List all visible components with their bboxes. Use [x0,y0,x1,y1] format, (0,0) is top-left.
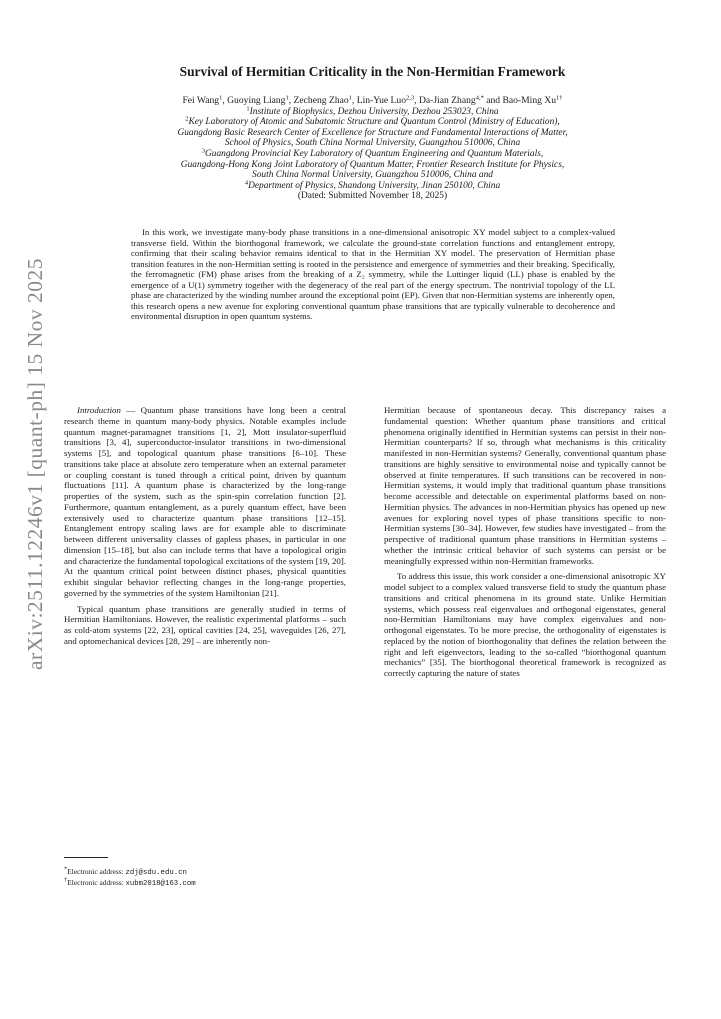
paper-title: Survival of Hermitian Criticality in the Non-Hermitian Framework [179,64,566,79]
left-column [64,405,346,647]
affiliation-line: School of Physics, South China Normal University, Guangzhou 510006, China [224,138,521,149]
section-heading-introduction: Introduction [77,405,121,415]
affiliation [80,149,665,160]
introduction-paragraph [64,405,346,599]
body-paragraph: Hermitian because of spontaneous decay. This discrepancy raises a fundamental question: Whether quantum phase transitions and critical phenomena originally identified in Hermitian systems can persist in their non-Hermitian counterparts? If so, through what mechanisms is this criticality manifested in non-Hermitian systems? Generally, conventional quantum phase transitions are highly sensitive to environmental noise and typically cannot be observed at finite temperatures. If such transitions can be recovered in non-Hermitian systems, it would imply that traditional quantum phase transitions become accessible and detectable on experimental platforms based on non-Hermitian physics. The advances in non-Hermitian physics has opened up new avenues for exploring novel types of phase transitions specific to non-Hermitian systems [30–34]. However, few studies have investigated – from the perspective of traditional quantum phase transitions in Hermitian systems – whether the intrinsic critical behavior of such systems can persist or be meaningfully expressed within non-Hermitian frameworks. [384,405,666,566]
affiliation-line: South China Normal University, Guangzhou 510006, China and [252,170,493,181]
author: Guoying Liang [227,95,286,106]
abstract [131,227,615,322]
author-sup: 2,3 [406,94,415,102]
affiliation-line: Guangdong Provincial Key Laboratory of Quantum Engineering and Quantum Materials, [205,148,544,159]
footnote [64,878,346,889]
affiliation-sup: 2 [185,115,189,123]
email-link[interactable]: zdj@sdu.edu.cn [125,869,187,877]
affiliation-line: Guangdong-Hong Kong Joint Laboratory of Quantum Matter, Frontier Research Institute for Physics, [180,159,565,170]
affiliation [80,181,665,192]
author: Lin-Yue Luo [356,95,407,106]
author-list: Fei Wang$^1$, Guoying Liang$^1$, Zecheng Zhao$^1$, Lin-Yue Luo$^{2,3}$, Da-Jian Zhang$^{4,*}$ and Bao-Ming $Xu^{1\dagger}$ [182,94,563,106]
footnote-mark: * [64,865,68,873]
author-sup: 1† [556,94,563,102]
author: Bao-Ming Xu [502,95,557,106]
footnote-label: Electronic address: [67,878,126,888]
author: Fei Wang [182,95,220,106]
affiliation [80,107,665,118]
affiliation-line: Guangdong Basic Research Center of Excellence for Structure and Fundamental Interactions of Matter, [177,127,568,138]
author: Zecheng Zhao [293,95,349,106]
body-paragraph: To address this issue, this work consider a one-dimensional anisotropic XY model subject to a complex valued transverse field to study the quantum phase transitions and critical phenomena in its ground state. Unlike Hermitian systems, which possess real eigenvalues and orthogonal eigenstates, general non-Hermitian Hamiltonians may have complex eigenvalues and non-orthogonal eigenstates. To be more precise, the orthogonality of eigenstates is replaced by the notion of biorthogonality that defines the relation between the right and left eigenvectors, leading to the so-called “biorthogonal quantum mechanics” [35]. The biorthogonal theoretical framework is recognized as correctly capturing the nature of states [384,571,666,678]
affiliation-line: Key Laboratory of Atomic and Subatomic Structure and Quantum Control (Ministry of Education), [188,117,560,128]
affiliation-line: Department of Physics, Shandong University, Jinan 250100, China [248,180,501,191]
author-sup: 1 [219,94,223,102]
body-paragraph: Typical quantum phase transitions are generally studied in terms of Hermitian Hamiltonians. However, the realistic experimental platforms – such as cold-atom systems [22, 23], optical cavities [24, 25], waveguides [26, 27], and optomechanical devices [28, 29] – are inherently non- [64,603,346,646]
footnote-label: Electronic address: [67,867,126,876]
introduction-text: — Quantum phase transitions have long been a central research theme in quantum many-body physics. Notable examples include quantum magnet-paramagnet transitions [1, 2], Mott insulator-superfluid transitions [3, 4], superconductor-insulator transitions in two-dimensional systems [5], and topological quantum phase transitions [6–10]. These transitions take place at absolute zero temperature when an external parameter or coupling constant is tuned through a critical point, driven by quantum fluctuations [11]. A quantum phase is characterized by the long-range properties of the system, such as the spin-spin correlation function [2]. Furthermore, quantum entanglement, as a purely quantum effect, have been extensively used to characterize quantum phase transitions [12–15]. Entanglement entropy scaling laws are for example able to discriminate between different universality classes of gapless phases, in particular in one dimension [15–18], but also can include terms that have a topological origin and characterize the fundamental topological excitations of the system [19, 20]. At the quantum critical point between distinct phases, physical quantities exhibit singular behavior reflecting changes in the long-range properties, governed by the symmetries of the system Hamiltonian [21]. [64,405,346,598]
footnote-mark: † [64,876,68,884]
dated-line: (Dated: Submitted November 18, 2025) [297,191,448,202]
footnote [64,867,346,878]
email-link[interactable]: xubm2018@163.com [125,880,196,889]
author-sup: 4,* [475,94,484,102]
author-sup: 1 [285,94,289,102]
affiliation-sup: 3 [201,147,206,155]
footnote-rule [64,857,108,858]
affiliation-sup: 1 [246,105,250,113]
author: Da-Jian Zhang [418,95,476,106]
footnotes [64,867,346,889]
author-sup: 1 [348,94,352,102]
affiliation [80,117,665,128]
front-matter [80,96,665,202]
right-column [384,405,666,679]
abstract-text: In this work, we investigate many-body phase transitions in a one-dimensional anisotropic XY model subject to a complex-valued transverse field. Within the biorthogonal framework, we calculate the ground-state correlation functions and entanglement entropy, confirming that their scaling behavior remains identical to that in the Hermitian XY model. The preservation of Hermitian phase transition features in the non-Hermitian setting is rooted in the persistence and emergence of symmetries and their breaking. Specifically, the ferromagnetic (FM) phase arises from the breaking of a Z₂ symmetry, while the Luttinger liquid (LL) phase is enabled by the emergence of a U(1) symmetry together with the degeneracy of the real part of the energy spectrum. The nontrivial topology of the LL phase are characterized by the winding number around the exceptional point (EP). Given that non-Hermitian systems are inherently open, this research opens a new avenue for exploring conventional quantum phase transitions that are typically vulnerable to decoherence and environmental disruption in open quantum systems. [131,227,615,322]
affiliation-sup: 4 [244,179,249,187]
affiliation-line: Institute of Biophysics, Dezhou University, Dezhou 253023, China [249,106,499,117]
arxiv-identifier-stamp: arXiv:2511.12246v1 [quant-ph] 15 Nov 2025 [23,257,47,670]
